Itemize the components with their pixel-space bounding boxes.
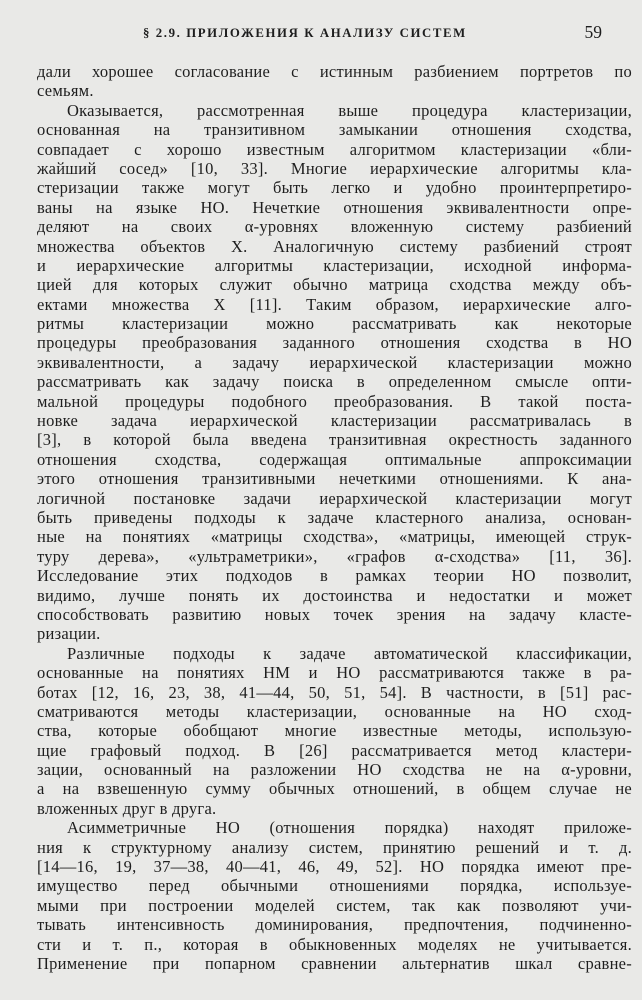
text-line: ботах [12, 16, 23, 38, 41—44, 50, 51, 54]. В частности, в [51] рас- (37, 682, 632, 702)
text-line: этого отношения транзитивными нечеткими отношениями. К ана- (37, 469, 632, 489)
running-head-section-title: § 2.9. ПРИЛОЖЕНИЯ К АНАЛИЗУ СИСТЕМ (143, 26, 467, 40)
text-line: ваны на языке НО. Нечеткие отношения эквивалентности опре- (37, 197, 632, 217)
text-line: а на взвешенную сумму обычных отношений, в общем случае не (37, 779, 632, 799)
text-line: ектами множества X [11]. Таким образом, иерархические алго- (37, 294, 632, 314)
page-number: 59 (584, 22, 602, 42)
text-line: процедуры преобразования заданного отношения сходства в НО (37, 333, 632, 353)
text-line: сматриваются методы кластеризации, основанные на НО сход- (37, 701, 632, 721)
text-line: имущество перед обычными отношениями порядка, используе- (37, 876, 632, 896)
text-line: деляют на своих α-уровнях вложенную систему разбиений (37, 217, 632, 237)
text-line: Применение при попарном сравнении альтернатив шкал сравне- (37, 953, 632, 973)
text-line: сти и т. п., которая в обыкновенных моделях не учитывается. (37, 934, 632, 954)
text-line: Различные подходы к задаче автоматической классификации, (67, 643, 632, 663)
text-line: тывать интенсивность доминирования, предпочтения, подчиненно- (37, 915, 632, 935)
text-line: быть приведены подходы к задаче кластерного анализа, основан- (37, 507, 632, 527)
text-line: Оказывается, рассмотренная выше процедура кластеризации, (67, 100, 632, 120)
text-line: ния к структурному анализу систем, принятию решений и т. д. (37, 837, 632, 857)
text-line: зации, основанный на разложении НО сходства не на α-уровни, (37, 760, 632, 780)
text-line: [14—16, 19, 37—38, 40—41, 46, 49, 52]. НО порядка имеют пре- (37, 857, 632, 877)
text-line: Асимметричные НО (отношения порядка) находят приложе- (67, 818, 632, 838)
text-line: семьям. (37, 81, 94, 101)
text-line: щие графовый подход. В [26] рассматривается метод кластери- (37, 740, 632, 760)
text-line: видимо, лучше понять их достоинства и недостатки и может (37, 585, 632, 605)
text-line: туру дерева», «ультраметрики», «графов α-сходства» [11, 36]. (37, 546, 632, 566)
text-line: вложенных друг в друга. (37, 798, 217, 818)
text-line: мыми при построении моделей систем, так как позволяют учи- (37, 895, 632, 915)
text-line: основанные на понятиях НМ и НО рассматриваются также в ра- (37, 663, 632, 683)
text-line: Исследование этих подходов в рамках теории НО позволит, (37, 566, 632, 586)
text-line: ризации. (37, 624, 101, 644)
text-line: рассматривать как задачу поиска в определенном смысле опти- (37, 372, 632, 392)
text-line: отношения сходства, содержащая оптимальные аппроксимации (37, 449, 632, 469)
text-line: способствовать развитию новых точек зрения на задачу класте- (37, 604, 632, 624)
text-line: новке задача иерархической кластеризации рассматривалась в (37, 411, 632, 431)
text-line: [3], в которой была введена транзитивная окрестность заданного (37, 430, 632, 450)
text-line: ные на понятиях «матрицы сходства», «матрицы, имеющей струк- (37, 527, 632, 547)
text-line: логичной постановке задачи иерархической кластеризации могут (37, 488, 632, 508)
text-line: ритмы кластеризации можно рассматривать как некоторые (37, 314, 632, 334)
text-line: стеризации также могут быть легко и удобно проинтерпретиро- (37, 178, 632, 198)
text-line: множества объектов X. Аналогичную систему разбиений строят (37, 236, 632, 256)
text-line: жайший сосед» [10, 33]. Многие иерархические алгоритмы кла- (37, 158, 632, 178)
text-line: эквивалентности, а задачу иерархической кластеризации можно (37, 352, 632, 372)
text-line: и иерархические алгоритмы кластеризации, исходной информа- (37, 255, 632, 275)
text-line: ства, которые обобщают многие известные методы, использую- (37, 721, 632, 741)
text-line: основанная на транзитивном замыкании отношения сходства, (37, 120, 632, 140)
page-body (37, 62, 632, 973)
text-line: дали хорошее согласование с истинным разбиением портретов по (37, 62, 632, 81)
text-line: мальной процедуры подобного преобразования. В такой поста- (37, 391, 632, 411)
text-line: цией для которых служит обычно матрица сходства между объ- (37, 275, 632, 295)
text-line: совпадает с хорошо известным алгоритмом кластеризации «бли- (37, 139, 632, 159)
